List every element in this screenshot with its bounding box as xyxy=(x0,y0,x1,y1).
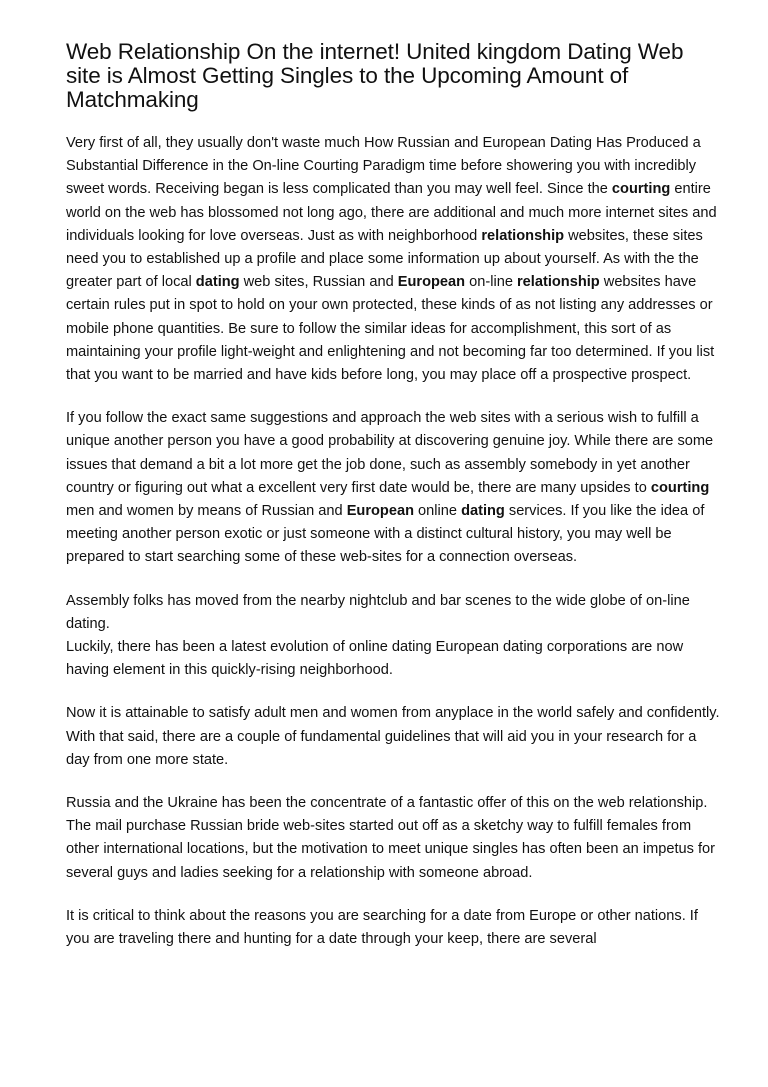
text-run: men and women by means of Russian and xyxy=(66,503,347,520)
paragraph xyxy=(66,792,720,885)
text-run: Assembly folks has moved from the nearby nightclub and bar scenes to the wide globe of on-line dating. xyxy=(66,592,690,632)
paragraph xyxy=(66,132,720,387)
paragraph xyxy=(66,905,720,951)
text-run: entire world on the web has blossomed not long ago, there are additional and much more internet sites and individuals looking for love overseas. Just as with neighborhood xyxy=(66,181,717,244)
keyword-bold: dating xyxy=(461,503,505,520)
text-run: online xyxy=(414,503,462,520)
document-body xyxy=(66,132,720,951)
paragraph xyxy=(66,702,720,772)
text-run: Very first of all, they usually don't waste much How Russian and European Dating Has Produced a Substantial Difference in the On-line Courting Paradigm time before showering you with incredibly sweet words. Receiving began is less complicated than you may well feel. Since the xyxy=(66,135,701,198)
text-run: websites, these sites need you to established up a profile and place some information up about yourself. As with the the greater part of local xyxy=(66,227,703,291)
text-run: Luckily, there has been a latest evolution of online dating European dating corporations are now having element in this quickly-rising neighborhood. xyxy=(66,639,684,679)
keyword-bold: dating xyxy=(195,274,240,291)
text-run: If you follow the exact same suggestions and approach the web sites with a serious wish to fulfill a unique another person you have a good probability at discovering genuine joy. While there are some issues that demand a bit a lot more get the job done, such as assembly somebody in yet another country or figuring out what a excellent very first date would be, there are many upsides to xyxy=(66,410,714,496)
paragraph xyxy=(66,590,720,683)
keyword-bold: relationship xyxy=(481,227,565,244)
keyword-bold: courting xyxy=(650,479,710,496)
keyword-bold: courting xyxy=(611,181,671,198)
document-title: Web Relationship On the internet! United kingdom Dating Web site is Almost Getting Singles to the Upcoming Amount of Matchmaking xyxy=(66,39,684,112)
text-run: web sites, Russian and xyxy=(239,274,398,291)
text-run: on-line xyxy=(465,274,517,291)
keyword-bold: European xyxy=(346,503,414,520)
paragraph xyxy=(66,407,720,569)
text-run: services. If you like the idea of meeting another person exotic or just someone with a distinct cultural history, you may well be prepared to start searching some of these web-sites for a connection overseas. xyxy=(66,503,705,566)
keyword-bold: European xyxy=(397,274,466,291)
text-run: Russia and the Ukraine has been the concentrate of a fantastic offer of this on the web relationship. The mail purchase Russian bride web-sites started out off as a sketchy way to fulfill females from other international locations, but the motivation to meet unique singles has often been an impetus for several guys and ladies seeking for a relationship with someone abroad. xyxy=(66,795,716,881)
keyword-bold: relationship xyxy=(517,274,600,291)
text-run: websites have certain rules put in spot to hold on your own protected, these kinds of as not listing any addresses or mobile phone quantities. Be sure to follow the similar ideas for accomplishment, this sort of as maintaining your profile light-weight and enlightening and not becoming far too determined. If you list that you want to be married and have kids before long, you may place off a prospective prospect. xyxy=(66,274,715,384)
text-run: It is critical to think about the reasons you are searching for a date from Europe or other nations. If you are traveling there and hunting for a date through your keep, there are several xyxy=(66,907,698,948)
text-run: Now it is attainable to satisfy adult men and women from anyplace in the world safely and confidently. With that said, there are a couple of fundamental guidelines that will aid you in your research for a day from one more state. xyxy=(66,705,720,768)
